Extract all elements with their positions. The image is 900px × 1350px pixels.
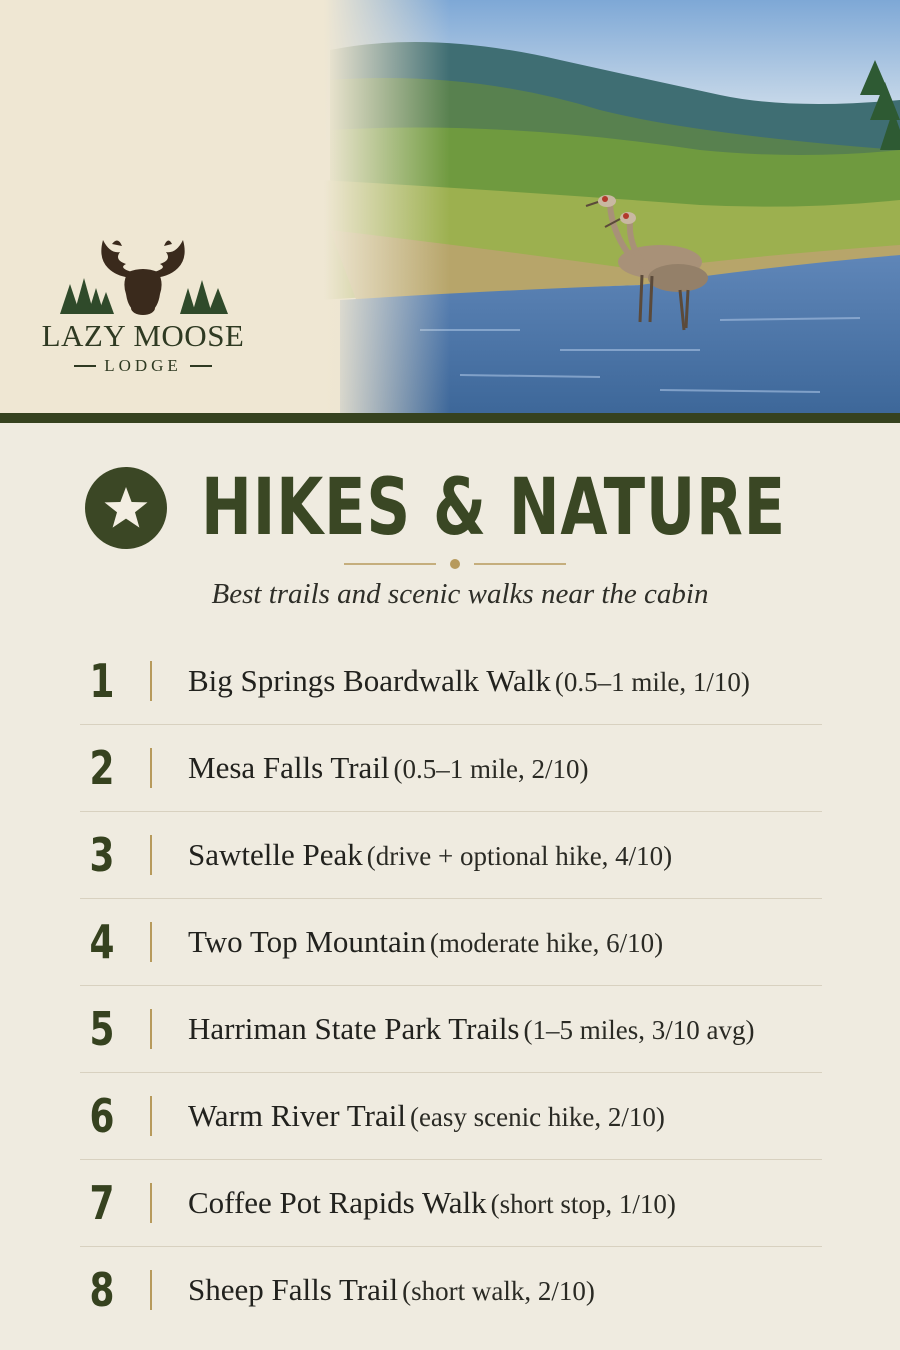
row-separator — [150, 748, 152, 788]
trail-row — [80, 812, 822, 899]
trail-name: Coffee Pot Rapids Walk — [188, 1185, 487, 1220]
trail-text — [188, 1185, 676, 1221]
title-ornament — [344, 558, 566, 570]
trail-row — [80, 899, 822, 986]
trail-text — [188, 663, 750, 699]
divider-line — [74, 365, 96, 367]
trail-row — [80, 1073, 822, 1160]
trail-name: Mesa Falls Trail — [188, 750, 390, 785]
trail-name: Two Top Mountain — [188, 924, 426, 959]
header-banner — [0, 0, 900, 415]
trail-number: 7 — [89, 1176, 115, 1230]
brand-subtitle — [38, 356, 248, 376]
row-separator — [150, 835, 152, 875]
row-separator — [150, 922, 152, 962]
section-heading — [85, 462, 900, 554]
row-separator — [150, 1009, 152, 1049]
header-divider — [0, 413, 900, 423]
trail-name: Harriman State Park Trails — [188, 1011, 520, 1046]
moose-head-with-pines-icon — [48, 232, 238, 316]
trail-row — [80, 638, 822, 725]
trail-number: 8 — [89, 1263, 115, 1317]
trail-number: 5 — [89, 1002, 115, 1056]
trail-name: Warm River Trail — [188, 1098, 406, 1133]
trail-number: 3 — [89, 828, 115, 882]
brand-sub-label: LODGE — [104, 356, 182, 375]
trail-name: Big Springs Boardwalk Walk — [188, 663, 551, 698]
divider-line — [190, 365, 212, 367]
star-badge — [85, 467, 167, 549]
trail-text — [188, 750, 589, 786]
trail-detail: (short stop, 1/10) — [490, 1189, 676, 1219]
page-title: HIKES & NATURE — [201, 463, 787, 553]
brand-name: LAZY MOOSE — [41, 318, 245, 353]
trail-name: Sheep Falls Trail — [188, 1272, 399, 1307]
trail-text — [188, 924, 663, 960]
trail-row — [80, 1247, 822, 1333]
trail-name: Sawtelle Peak — [188, 837, 363, 872]
trail-detail: (easy scenic hike, 2/10) — [409, 1102, 665, 1132]
trail-row — [80, 725, 822, 812]
trail-number: 1 — [89, 654, 115, 708]
trail-number: 2 — [89, 741, 115, 795]
lodge-logo — [38, 232, 248, 376]
trail-text — [188, 1098, 665, 1134]
page-subtitle: Best trails and scenic walks near the cabin — [211, 578, 709, 610]
trail-row — [80, 986, 822, 1073]
trail-detail: (1–5 miles, 3/10 avg) — [523, 1015, 755, 1045]
row-separator — [150, 1270, 152, 1310]
trail-number: 4 — [89, 915, 115, 969]
trail-detail: (drive + optional hike, 4/10) — [366, 841, 673, 871]
trail-text — [188, 1011, 754, 1047]
row-separator — [150, 1183, 152, 1223]
trail-number: 6 — [89, 1089, 115, 1143]
trail-row — [80, 1160, 822, 1247]
trail-text — [188, 837, 672, 873]
star-icon — [103, 485, 149, 531]
trail-detail: (0.5–1 mile, 1/10) — [554, 667, 750, 697]
trail-detail: (short walk, 2/10) — [402, 1276, 595, 1306]
trail-detail: (0.5–1 mile, 2/10) — [393, 754, 589, 784]
trail-text — [188, 1272, 595, 1308]
trail-list — [80, 638, 822, 1333]
row-separator — [150, 1096, 152, 1136]
row-separator — [150, 661, 152, 701]
trail-detail: (moderate hike, 6/10) — [429, 928, 664, 958]
